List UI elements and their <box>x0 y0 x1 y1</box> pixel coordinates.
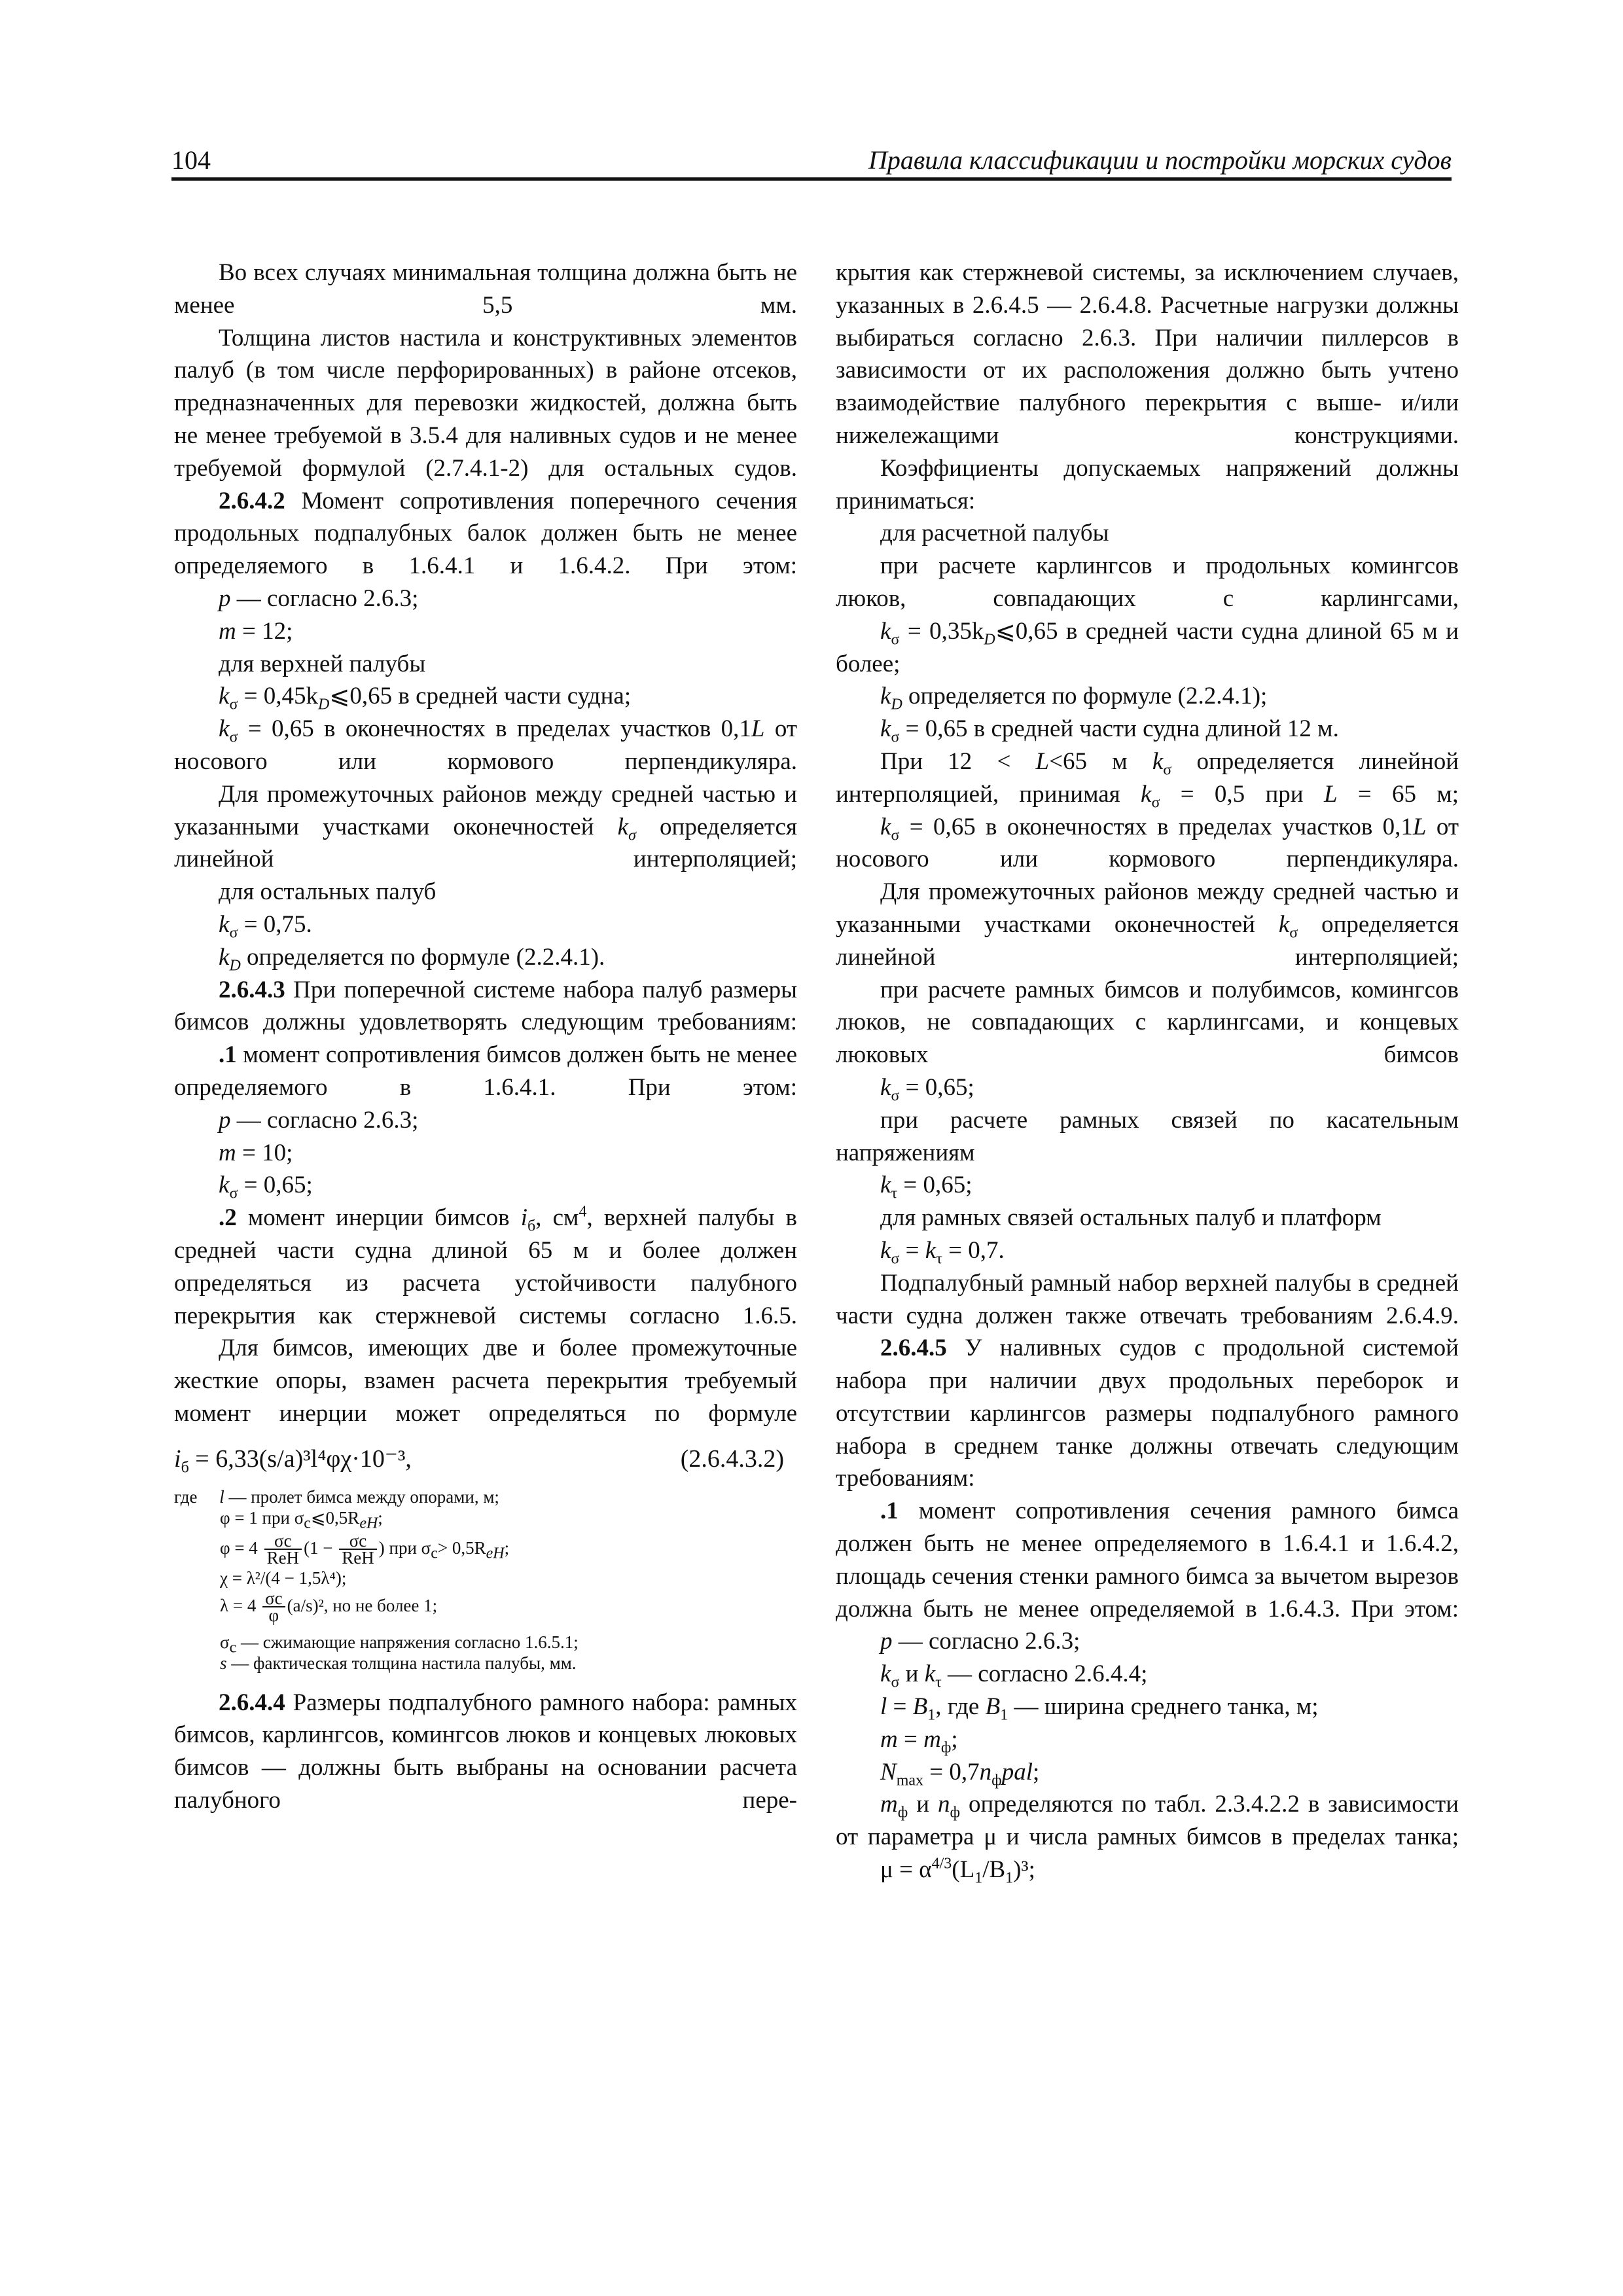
paragraph: $k_D$ определяется по формуле (2.2.4.1). <box>219 943 605 975</box>
paragraph: $k_\sigma = 0,65$; <box>219 1172 313 1202</box>
paragraph: $\mu = \alpha^{4/3}(L_1/B_1)^3$; <box>880 1855 1035 1887</box>
paragraph: $m_ф$ и $n_ф$ определяются по табл. 2.3.4.2.2 в зависимости от параметра μ и числа рамных бимсов в пределах танка; <box>836 1791 1459 1851</box>
paragraph: для рамных связей остальных палуб и платформ <box>880 1204 1382 1232</box>
paragraph: для расчетной палубы <box>880 520 1109 547</box>
paragraph <box>174 485 797 583</box>
formula-body: $i_б = 6,33(s/a)^3l^4\varphi\chi\cdot 10^{-3}$, <box>174 1444 412 1477</box>
right-column <box>836 257 1459 1886</box>
paragraph: 2.6.4.3 При поперечной системе набора палуб размеры бимсов должны удовлетворять следующим требованиям: <box>174 976 797 1036</box>
formula-number: (2.6.4.3.2) <box>680 1444 784 1473</box>
paragraph: .2 момент инерции бимсов $i_б$, $см^4$, верхней палубы в средней части судна длиной 65 м и более должен определяться из расчета устойчивости палубного перекрытия как стержневой системы согласно 1.6.5. <box>174 1203 798 1329</box>
fraction: $\frac{\sigma c}{\text{ReH}}$ <box>339 1533 377 1566</box>
paragraph: $N_{max} = 0,7n_фpal$; <box>880 1758 1040 1789</box>
paragraph: 2.6.4.5 У наливных судов с продольной системой набора при наличии двух продольных переборок и отсутствии карлингсов размеры подпалубного рамного набора в среднем танке должны отвечать следующим требованиям: <box>836 1335 1459 1492</box>
fraction: $\frac{\sigma c}{\text{ReH}}$ <box>264 1533 302 1566</box>
paragraph: Подпалубный рамный набор верхней палубы в средней части судна должен также отвечать требованиям 2.6.4.9. <box>836 1269 1459 1329</box>
paragraph: p — согласно 2.6.3; <box>880 1628 1080 1655</box>
paragraph: m = 12; <box>219 617 293 645</box>
paragraph: Толщина листов настила и конструктивных элементов палуб (в том числе перфорированных) в районе отсеков, предназначенных для перевозки жидкостей, должна быть не менее требуемой в 3.5.4 для наливных судов и не менее требуемой формулой (2.7.4.1-2) для остальных судов. <box>174 324 797 482</box>
paragraph: при расчете рамных бимсов и полубимсов, комингсов люков, не совпадающих с карлингсами, и концевых люковых бимсов <box>836 976 1459 1069</box>
paragraph: $k_\sigma = k_\tau = 0,7$. <box>880 1236 1005 1268</box>
paragraph: Коэффициенты допускаемых напряжений должны приниматься: <box>836 454 1459 514</box>
legend-line: $\sigma_c$ — сжимающие напряжения согласно 1.6.5.1; <box>220 1632 579 1657</box>
legend-line: λ = 4 $\frac{\sigma c}{\varphi}$ (a/s)², но не более 1; <box>220 1588 438 1626</box>
paragraph: $k_\sigma = 0,65$ в оконечностях в пределах участков 0,1L от носового или кормового перпендикуляра. <box>836 813 1459 873</box>
paragraph: $k_\tau = 0,65$; <box>880 1172 972 1202</box>
paragraph: 2.6.4.4 Размеры подпалубного рамного набора: рамных бимсов, карлингсов, комингсов люков и концевых люковых бимсов — должны быть выбраны на основании расчета палубного пере- <box>174 1689 797 1814</box>
paragraph: Для бимсов, имеющих две и более промежуточные жесткие опоры, взамен расчета перекрытия требуемый момент инерции может определяться по формуле <box>174 1335 797 1427</box>
paragraph: $k_\sigma = 0,65$; <box>880 1073 974 1105</box>
paragraph: $k_\sigma = 0,75$. <box>219 910 312 942</box>
paragraph: $k_\sigma$ и $k_\tau$ — согласно 2.6.4.4; <box>880 1660 1148 1691</box>
paragraph: Для промежуточных районов между средней частью и указанными участками оконечностей $k_\sigma$ определяется линейной интерполяцией; <box>174 780 797 873</box>
fraction: $\frac{\sigma c}{\varphi}$ <box>262 1590 285 1623</box>
paragraph: $k_\sigma$ = $0,45k_D⩽0,65$ в средней части судна; <box>219 683 632 713</box>
paragraph-text: Момент сопротивления поперечного сечения продольных подпалубных балок должен быть не менее определяемого в 1.6.4.1 и 1.6.4.2. При этом: <box>174 487 797 580</box>
paragraph: Для промежуточных районов между средней частью и указанными участками оконечностей $k_\sigma$ определяется линейной интерполяцией; <box>836 878 1459 971</box>
paragraph: для верхней палубы <box>219 650 426 677</box>
running-title: Правила классификации и постройки морских судов <box>868 145 1452 175</box>
paragraph: p — согласно 2.6.3; <box>219 584 419 612</box>
paragraph: для остальных палуб <box>219 878 437 906</box>
legend-line: φ = 1 при $\sigma_c⩽0,5R_{eH}$; <box>220 1507 383 1532</box>
legend-line: χ = λ²/(4 − 1,5λ⁴); <box>220 1568 347 1588</box>
paragraph: $l = B_1$, где $B_1$ — ширина среднего танка, м; <box>880 1693 1319 1724</box>
formula-legend <box>174 1486 797 1674</box>
paragraph: Во всех случаях минимальная толщина должна быть не менее 5,5 мм. <box>174 259 797 319</box>
paragraph: m = 10; <box>219 1139 293 1166</box>
paragraph: $k_D$ определяется по формуле (2.2.4.1); <box>880 683 1268 713</box>
paragraph: $k_\sigma$ = $0,35k_D⩽0,65$ в средней части судна длиной 65 м и более; <box>836 617 1459 677</box>
paragraph: при расчете карлингсов и продольных комингсов люков, совпадающих с карлингсами, <box>836 552 1459 612</box>
paragraph: p — согласно 2.6.3; <box>219 1106 419 1134</box>
paragraph: $m = m_ф$; <box>880 1725 958 1757</box>
left-column <box>174 257 797 1817</box>
header-rule <box>171 177 1452 181</box>
paragraph: $k_\sigma = 0,65$ в средней части судна длиной 12 м. <box>880 715 1339 746</box>
legend-line: где l — пролет бимса между опорами, м; <box>174 1486 499 1507</box>
page-number: 104 <box>171 145 211 175</box>
paragraph: крытия как стержневой системы, за исключением случаев, указанных в 2.6.4.5 — 2.6.4.8. Расчетные нагрузки должны выбираться согласно 2.6.3. При наличии пиллерсов в зависимости от их расположения должно быть учтено взаимодействие палубного перекрытия с выше- и/или нижележащими конструкциями. <box>836 259 1459 449</box>
paragraph: при расчете рамных связей по касательным напряжениям <box>836 1106 1459 1166</box>
section-number: 2.6.4.2 <box>219 487 285 514</box>
legend-line: φ = 4 $\frac{\sigma c}{\text{ReH}}$ (1 − $\frac{\sigma c}{\text{ReH}}$ ) при $\sigma_c> 0,5R_{eH}$; <box>220 1531 510 1568</box>
legend-line: s — фактическая толщина настила палубы, мм. <box>220 1653 577 1673</box>
paragraph: .1 момент сопротивления бимсов должен быть не менее определяемого в 1.6.4.1. При этом: <box>174 1041 797 1101</box>
paragraph: При 12 < L<65 м $k_\sigma$ определяется линейной интерполяцией, принимая $k_\sigma = 0,5$ при L = 65 м; <box>836 747 1459 812</box>
paragraph: $k_\sigma = 0,65$ в оконечностях в пределах участков 0,1L от носового или кормового перпендикуляра. <box>174 715 798 775</box>
formula-2-6-4-3-2 <box>174 1438 797 1480</box>
paragraph: .1 момент сопротивления сечения рамного бимса должен быть не менее определяемого в 1.6.4.1 и 1.6.4.2, площадь сечения стенки рамного бимса за вычетом вырезов должна быть не менее определяемой в 1.6.4.3. При этом: <box>836 1498 1459 1623</box>
